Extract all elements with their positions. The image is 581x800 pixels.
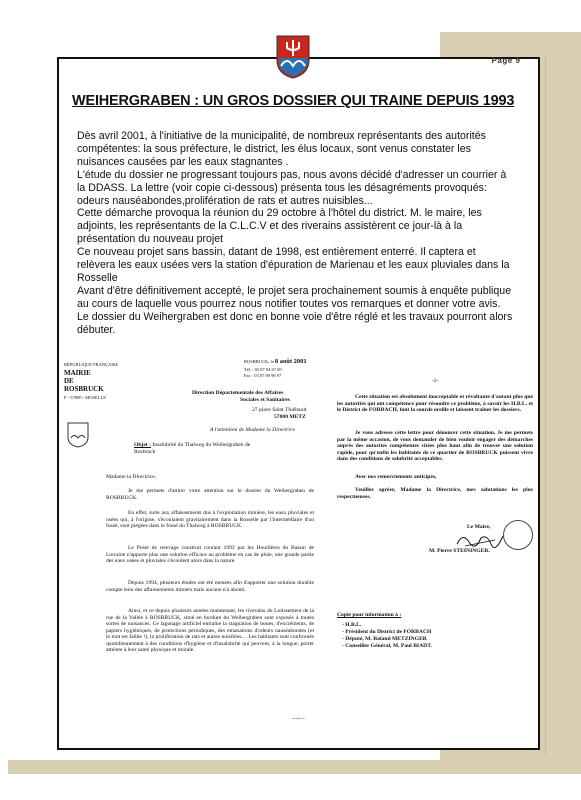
letter-crest-logo [67, 422, 89, 448]
article-paragraph: Le dossier du Weihergraben est donc en bonne voie d'être réglé et les travaux pourront alors débuter. [77, 310, 513, 336]
article-paragraph: Ce nouveau projet sans bassin, datant de 1998, est entièrement enterré. Il captera et relèvera les eaux usées vers la station d'épuration de Marienau et les eaux pluviales dans la Rosselle [77, 246, 510, 284]
article-body [77, 130, 513, 337]
page-number: Page 9 [491, 56, 521, 65]
copy-item: - H.B.L. [342, 622, 362, 628]
letter-page-number: -2- [432, 378, 439, 384]
decorative-divider [545, 55, 546, 755]
article-paragraph: Avant d'être définitivement accepté, le projet sera prochainement soumis à enquête publique au cours de laquelle vous pourrez nous notifier toutes vos remarques et donner votre avis. [77, 284, 512, 310]
signer-title: Le Maire, [467, 524, 491, 530]
letter-salutation: Madame la Directrice, [106, 474, 157, 480]
letter-date: 8 août 2001 [274, 358, 307, 365]
decorative-tan-strip [8, 760, 581, 774]
article-title: WEIHERGRABEN : UN GROS DOSSIER QUI TRAINE DEPUIS 1993 [72, 93, 515, 109]
letter-page-1 [62, 352, 322, 742]
objet-text: Insalubrité du Thalweg du Weihergraben de Rosbruck [134, 442, 251, 455]
letterhead-postal: F - 57800 - MOSELLE [64, 395, 106, 400]
letter-page-2 [337, 352, 536, 592]
town-crest-logo [275, 34, 311, 80]
recipient-address-1: 27 place Saint Thiébault [252, 407, 307, 413]
official-stamp [503, 520, 533, 550]
article-paragraph: Dès avril 2001, à l'initiative de la municipalité, de nombreux représentants des autorités compétentes: la sous préfecture, le district, les élus locaux, sont venus constater les nuisances causées par les eaux stagnantes . [77, 130, 486, 168]
letter-paragraph: Depuis 1994, plusieurs études ont été menées afin d'apporter une solution durable compte tenu des affaissements miniers mais aucune n'a abouti. [106, 580, 314, 593]
recipient-line-1: Direction Départementale des Affaires [192, 390, 284, 396]
objet-label: Objet : [134, 442, 151, 448]
letterhead-mairie: MAIRIE [64, 369, 91, 377]
letterhead-commune: ROSBRUCK [64, 385, 104, 393]
letter-paragraph: Le Poste de relevage construit courant 1993 par les Houillères du Bassin de Lorraine n'apporte plus une solution efficace au problème en cas de pluie, une grande partie des eaux usées et pluviales s'écoulent alors dans la nature. [106, 545, 314, 564]
copy-header: Copie pour information à : [337, 612, 402, 618]
letter-objet [134, 442, 264, 455]
letter-paragraph: Veuillez agréer, Madame la Directrice, mes salutations les plus respectueuses. [337, 487, 533, 500]
letter-paragraph: Avec nos remerciements anticipés, [355, 474, 437, 480]
letterhead-republique: RÉPUBLIQUE FRANÇAISE [64, 362, 119, 367]
signer-name: M. Pierre STEININGER. [429, 548, 490, 554]
recipient-line-2: Sociales et Sanitaires [240, 397, 290, 403]
letter-continued: ---/--- [292, 716, 305, 722]
letter-copy [62, 352, 536, 742]
copy-item: - Président du District de FORBACH [342, 629, 432, 635]
letter-date-prefix: ROSBRUCK, le [244, 359, 274, 364]
letter-tel: Tél. : 03 87 04 67 69 [244, 367, 282, 372]
article-paragraph: L'étude du dossier ne progressant toujours pas, nous avons décidé d'adresser un courrier à la DDASS. La lettre (voir copie ci-dessous) présenta tous les désagréments provoqués: odeurs nauséabondes,prolifération de rats et autres nuisibles... [77, 168, 507, 207]
letter-paragraph: Ainsi, et ce depuis plusieurs années maintenant, les riverains du Lotissement de la rue de la Vallée à ROSBRUCK, situé en bordure du Weihergraben sont exposés à toutes sortes de nuisances. Ce lagunage artificiel entraîne la stagnation de boues, d'excréments, de papiers hygiéniques, de protections périodiques, des émanations d'odeurs nauséabondes (et le mot est faible !), la prolifération de rats et autres nuisibles.... Les habitants sont confrontés quotidiennement à des conditions d'hygiène et d'insalubrité qui peuvent, à la longue, porter atteinte à leur santé physique et morale. [106, 608, 314, 653]
letter-date-line [244, 359, 307, 364]
handwritten-signature [455, 530, 505, 550]
article-paragraph: Cette démarche provoqua la réunion du 29 octobre à l'hôtel du district. M. le maire, les adjoints, les représentants de la C.L.C.V et des riverains assistèrent ce jour-là à la présentation du nouveau projet [77, 207, 482, 246]
letterhead-de: DE [64, 377, 74, 385]
letter-fax: Fax : 03 87 90 96 97 [244, 373, 282, 378]
copy-item: - Député, M. Roland METZINGER [342, 636, 427, 642]
letter-paragraph: Cette situation est absolument inacceptable et révoltante d'autant plus que les autorités qui ont compétence pour résoudre ce problème, à savoir les H.B.L. et le District de FORBACH, font la sourde oreille et laissent traîner les dossiers. [337, 394, 533, 413]
letter-attention: A l'attention de Madame la Directrice [210, 427, 295, 433]
letter-paragraph: Je me permets d'attirer votre attention sur le dossier du Weihergraben de ROSBRUCK. [106, 488, 314, 501]
letter-paragraph: En effet, suite aux affaissements dus à l'exploitation minière, les eaux pluviales et usées qui, à l'origine, s'écoulaient gravitairement dans la Rosselle par l'intermédiaire d'un fossé, sont piégées dans le fossé du Thalweg à ROSBRUCK. [106, 510, 314, 529]
recipient-address-2: 57000 METZ [274, 414, 306, 420]
copy-item: - Conseiller Général, M. Paul BIADT. [342, 643, 432, 649]
letter-paragraph: Je vous adresse cette lettre pour dénoncer cette situation. Je me permets par la même occasion, de vous demander de bien vouloir engager des démarches auprès des autorités compétentes citées plus haut afin de trouver une solution rapide, pour qu'enfin les habitants de ce quartier de ROSBRUCK puissent vivre dans des conditions de salubrité acceptables. [337, 430, 533, 462]
